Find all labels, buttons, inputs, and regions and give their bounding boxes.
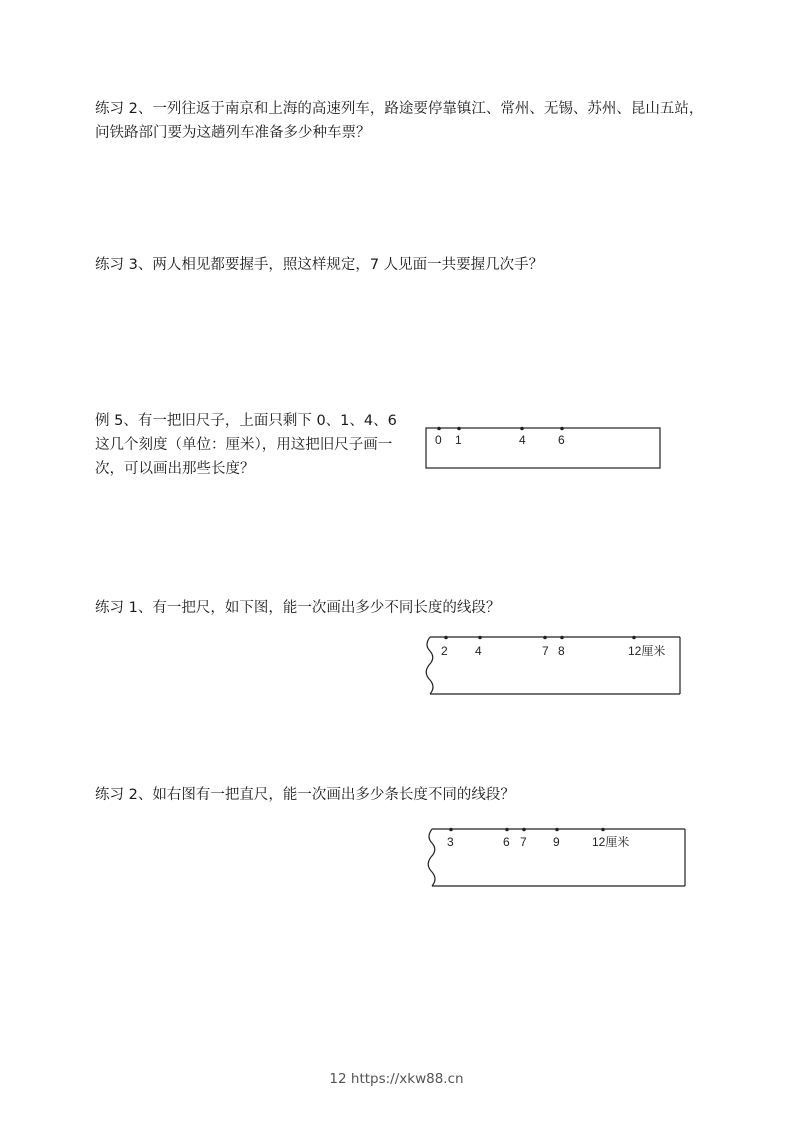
ruler-tick-label: 4 (475, 644, 482, 658)
question-practice-1-ruler: 练习 1、有一把尺，如下图，能一次画出多少不同长度的线段？ (95, 600, 501, 616)
ruler-tick-dot (505, 828, 509, 832)
question-practice-3-handshakes: 练习 3、两人相见都要握手，照这样规定，7 人见面一共要握几次手？ (95, 257, 544, 273)
page-number: 12 (329, 1071, 347, 1087)
ruler-tick-dot (478, 636, 482, 640)
ruler-tick-label: 6 (558, 433, 565, 447)
page-footer (0, 1071, 793, 1087)
ruler-tick-label: 3 (447, 835, 454, 849)
ruler-tick-dot (522, 828, 526, 832)
ruler-tick-dot (520, 427, 524, 431)
ruler-tick-label: 0 (435, 433, 442, 447)
ruler-tick-dot (555, 828, 559, 832)
ruler-tick-dot (601, 828, 605, 832)
old-ruler-figure (420, 424, 670, 474)
ruler-broken-edge (428, 829, 435, 886)
broken-ruler-figure-1 (420, 633, 690, 699)
ruler-tick-dot (560, 636, 564, 640)
ruler-tick-label: 9 (553, 835, 560, 849)
ruler-tick-dot (437, 427, 441, 431)
ruler-tick-label: 7 (542, 644, 549, 658)
footer-url[interactable]: https://xkw88.cn (350, 1071, 464, 1087)
question-practice-2-train-tickets: 练习 2、一列往返于南京和上海的高速列车，路途要停靠镇江、常州、无锡、苏州、昆山五站，问铁路部门要为这趟列车准备多少种车票？ (95, 101, 704, 141)
ruler-tick-label: 2 (441, 644, 448, 658)
question-example-5-old-ruler: 例 5、有一把旧尺子，上面只剩下 0、1、4、6 这几个刻度（单位：厘米），用这把旧尺子画一次，可以画出那些长度？ (95, 413, 397, 477)
ruler-tick-dot (457, 427, 461, 431)
ruler-tick-label: 12厘米 (628, 644, 666, 658)
ruler-tick-dot (444, 636, 448, 640)
ruler-tick-label: 12厘米 (592, 835, 630, 849)
ruler-tick-label: 6 (503, 835, 510, 849)
broken-ruler-figure-2 (420, 825, 695, 891)
ruler-tick-label: 7 (520, 835, 527, 849)
question-practice-2-straightedge: 练习 2、如右图有一把直尺，能一次画出多少条长度不同的线段？ (95, 787, 515, 803)
ruler-tick-dot (449, 828, 453, 832)
ruler-tick-dot (632, 636, 636, 640)
ruler-tick-label: 4 (519, 433, 526, 447)
ruler-tick-dot (543, 636, 547, 640)
ruler-tick-label: 8 (558, 644, 565, 658)
ruler-tick-label: 1 (455, 433, 462, 447)
ruler-tick-dot (560, 427, 564, 431)
ruler-broken-edge (426, 637, 433, 694)
